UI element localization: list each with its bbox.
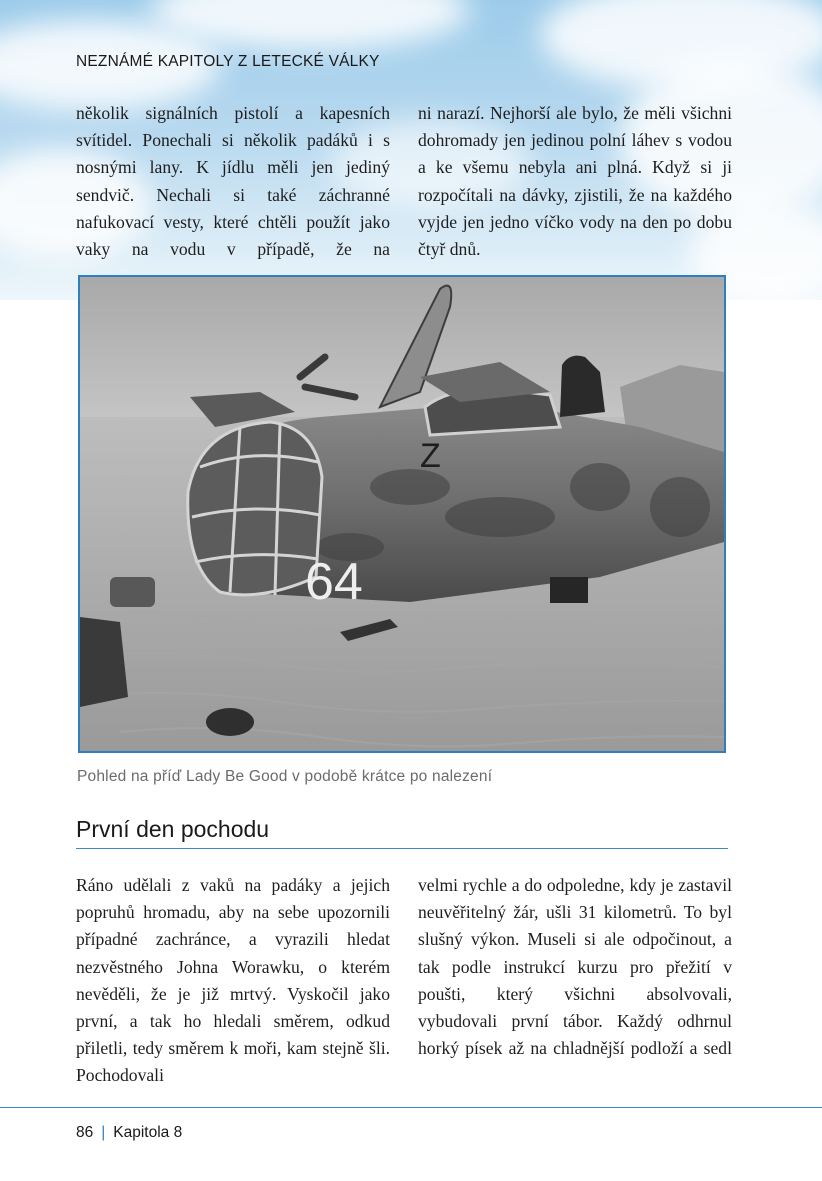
page-number: 86	[76, 1124, 94, 1141]
figure-caption: Pohled na příď Lady Be Good v podobě krátce po nalezení	[77, 768, 493, 785]
aircraft-photo	[78, 275, 726, 753]
debris-item	[206, 708, 254, 736]
body-text-bottom-right: velmi rychle a do odpoledne, kdy je zastavil neuvěřitelný žár, ušli 31 kilometrů. To byl slušný výkon. Museli si ale odpočinout, a tak podle instrukcí kurzu pro přežití v poušti, který všichni absolvovali, vybudovali první tábor. Každý odhrnul horký písek až na chladnější podloží a sedl	[418, 875, 732, 1059]
body-text-top-right: ni narazí. Nejhorší ale bylo, že měli všichni dohromady jen jedinou polní láhev s vodou a ke všemu nebyla ani plná. Když si ji rozpočítali na dávky, zjistili, že na každého vyjde jen jedno víčko vody na den po dobu čtyř dnů.	[418, 103, 732, 260]
chapter-label: Kapitola 8	[113, 1124, 183, 1141]
body-text-bottom-left: Ráno udělali z vaků na padáky a jejich popruhů hromadu, aby na sebe upozornili případné zachránce, a vyrazili hledat nezvěstného Johna Worawku, o kterém nevěděli, že je již mrtvý. Vyskočil jako první, a tak ho hledali směrem, odkud přiletli, tedy směrem k moři, kam stejně šli. Pochodovali	[76, 875, 390, 1086]
aircraft-number-64: 64	[305, 553, 363, 611]
running-head: NEZNÁMÉ KAPITOLY Z LETECKÉ VÁLKY	[76, 53, 380, 70]
ground-debris	[80, 617, 128, 707]
body-text-top-left: několik signálních pistolí a kapesních svítidel. Ponechali si několik padáků i s nosnými lany. K jídlu měli jen jediný sendvič. Nechali si také záchranné nafukovací vesty, které chtěli použít jako vaky na vodu v případě, že na	[76, 103, 390, 260]
page-footer	[76, 1124, 182, 1142]
cargo-box	[550, 577, 588, 603]
footer-divider	[0, 1107, 822, 1108]
footer-separator: |	[101, 1124, 106, 1141]
section-heading: První den pochodu	[76, 816, 270, 842]
section-divider	[76, 848, 728, 849]
debris-box	[110, 577, 155, 607]
aircraft-letter-z: Z	[420, 437, 441, 475]
